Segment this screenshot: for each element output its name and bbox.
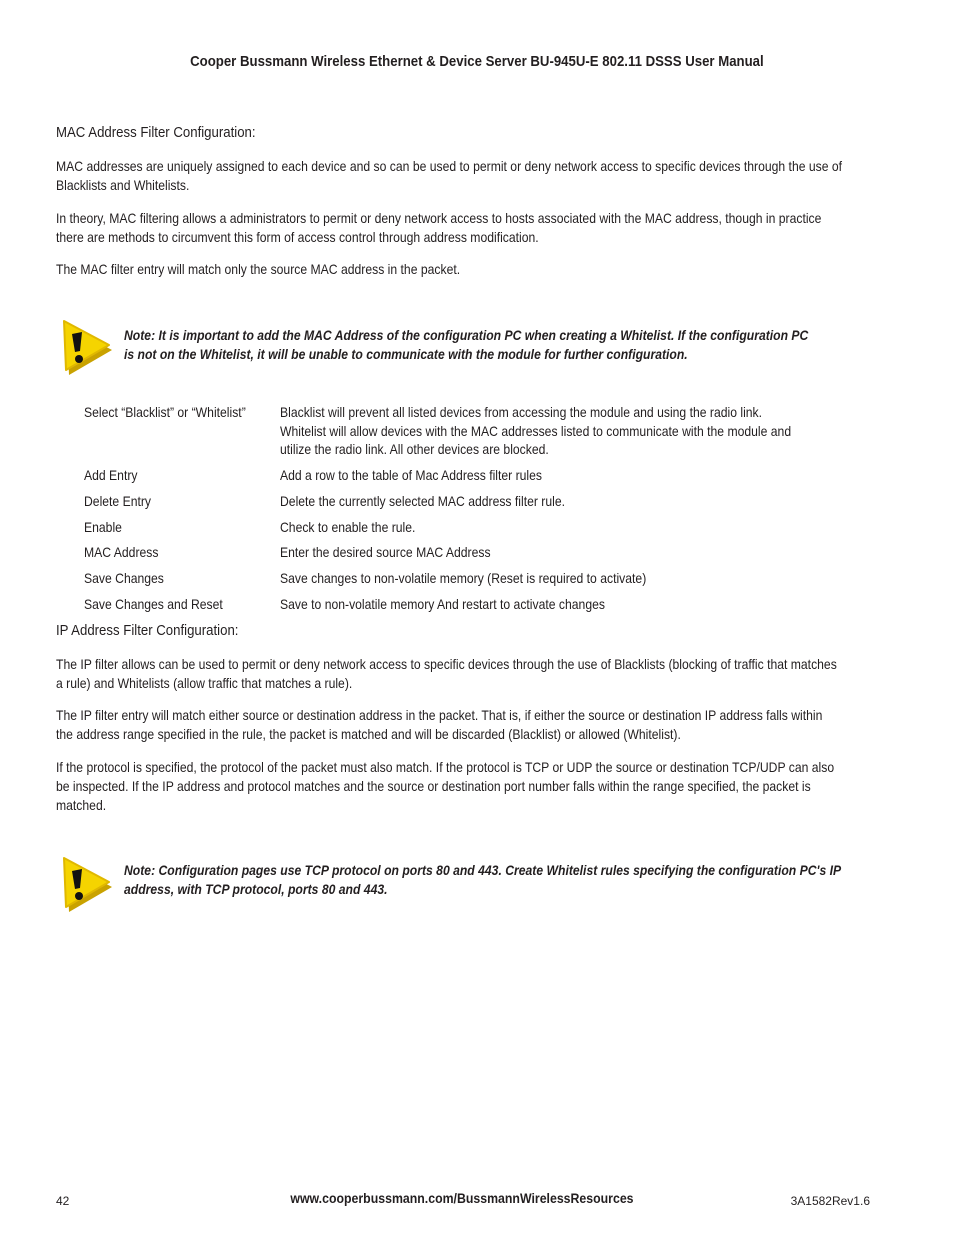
definition-description: Add a row to the table of Mac Address filter rules [280, 467, 543, 483]
mac-paragraph-3: The MAC filter entry will match only the source MAC address in the packet. [56, 261, 461, 277]
definition-description: Delete the currently selected MAC address filter rule. [280, 493, 566, 509]
warning-exclamation-icon [60, 318, 114, 376]
ip-paragraph-3: If the protocol is specified, the protocol of the packet must also match. If the protocol is TCP or UDP the source or destination TCP/UDP can also be inspected. If the IP address and protocol matches and the source or destination port number falls within the range specified, the packet is matched. [56, 759, 835, 813]
ip-paragraph-1: The IP filter allows can be used to permit or deny network access to specific devices through the use of Blacklists (blocking of traffic that matches a rule) and Whitelists (allow traffic that matches a rule). [56, 656, 837, 691]
definition-term: Delete Entry [84, 493, 152, 509]
definition-term: MAC Address [84, 544, 159, 560]
ip-filter-heading: IP Address Filter Configuration: [56, 622, 239, 639]
definition-term: Save Changes and Reset [84, 596, 223, 612]
ip-paragraph-2: The IP filter entry will match either source or destination address in the packet. That is, if either the source or destination IP address falls within the address range specified in the rule, the packet is matched and will be discarded (Blacklist) or allowed (Whitelist). [56, 707, 823, 742]
warning-exclamation-icon [60, 855, 114, 913]
mac-paragraph-2: In theory, MAC filtering allows a administrators to permit or deny network access to hosts associated with the MAC address, though in practice there are methods to circumvent this form of access control through address modification. [56, 210, 822, 245]
document-revision: 3A1582Rev1.6 [790, 1194, 870, 1208]
mac-paragraph-1: MAC addresses are uniquely assigned to each device and so can be used to permit or deny network access to specific devices through the use of Blacklists and Whitelists. [56, 158, 843, 193]
definition-term: Select “Blacklist” or “Whitelist” [84, 404, 246, 420]
mac-filter-heading: MAC Address Filter Configuration: [56, 124, 256, 141]
definition-term: Save Changes [84, 570, 164, 586]
mac-note-text: Note: It is important to add the MAC Address of the configuration PC when creating a Whitelist. If the configuration PC is not on the Whitelist, it will be unable to communicate with the module for further configuration. [124, 327, 809, 362]
page-number: 42 [56, 1194, 70, 1208]
definition-term: Enable [84, 519, 122, 535]
definition-description: Check to enable the rule. [280, 519, 416, 535]
definition-description: Enter the desired source MAC Address [280, 544, 491, 560]
definition-term: Add Entry [84, 467, 138, 483]
definition-description: Blacklist will prevent all listed devices from accessing the module and using the radio link. Whitelist will allow devices with the MAC addresses listed to communicate with the module and utilize the radio link. All other devices are blocked. [280, 404, 792, 457]
footer-url-link[interactable]: www.cooperbussmann.com/BussmannWirelessResources [290, 1190, 634, 1206]
manual-header-title: Cooper Bussmann Wireless Ethernet & Device Server BU-945U-E 802.11 DSSS User Manual [190, 53, 764, 70]
definition-description: Save changes to non-volatile memory (Reset is required to activate) [280, 570, 647, 586]
ip-note-text: Note: Configuration pages use TCP protocol on ports 80 and 443. Create Whitelist rules specifying the configuration PC's IP address, with TCP protocol, ports 80 and 443. [124, 862, 842, 897]
definition-description: Save to non-volatile memory And restart to activate changes [280, 596, 605, 612]
